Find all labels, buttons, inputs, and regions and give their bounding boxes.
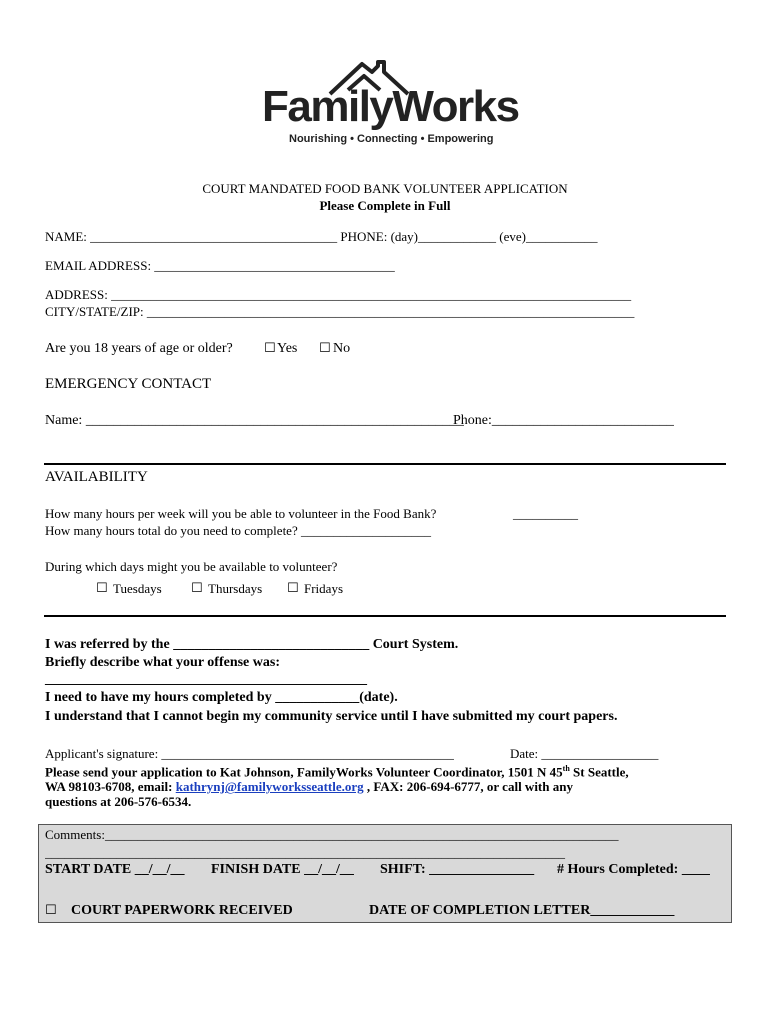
emergency-phone-field[interactable]: Phone:__________________________	[453, 413, 674, 428]
brand-tagline: Nourishing • Connecting • Empowering	[289, 133, 494, 145]
emergency-heading: EMERGENCY CONTACT	[45, 376, 212, 392]
offense-question: Briefly describe what your offense was:	[45, 655, 280, 670]
send-line-1: Please send your application to Kat Johnson, FamilyWorks Volunteer Coordinator, 1501 N 45th St Seattle,	[45, 764, 629, 780]
signature-date-field[interactable]: Date: __________________	[510, 746, 659, 761]
form-title: COURT MANDATED FOOD BANK VOLUNTEER APPLICATION	[202, 181, 568, 196]
tuesdays-checkbox-icon[interactable]: ☐	[96, 581, 108, 596]
tuesdays-label: Tuesdays	[113, 581, 162, 596]
form-subtitle: Please Complete in Full	[319, 198, 451, 213]
availability-heading: AVAILABILITY	[45, 469, 148, 485]
fridays-label: Fridays	[304, 581, 343, 596]
start-date-field[interactable]: START DATE __/__/__	[45, 862, 185, 877]
yes-checkbox-icon[interactable]: ☐	[264, 341, 276, 356]
referral-suffix: Court System.	[372, 637, 459, 652]
logo	[262, 58, 519, 150]
court-name-field[interactable]: ____________________________	[173, 637, 370, 652]
brand-name: FamilyWorks	[262, 82, 519, 131]
court-papers-notice: I understand that I cannot begin my community service until I have submitted my court papers.	[45, 709, 618, 724]
referral-prefix: I was referred by the	[45, 637, 170, 652]
hours-total-field[interactable]: How many hours total do you need to complete? ____________________	[45, 523, 431, 538]
thursdays-label: Thursdays	[208, 581, 263, 596]
paperwork-checkbox-icon[interactable]: ☐	[45, 903, 57, 918]
section-divider	[44, 463, 726, 465]
email-field[interactable]: EMAIL ADDRESS: _____________________________________	[45, 258, 395, 273]
address-field[interactable]: ADDRESS: ________________________________________________________________________________	[45, 287, 632, 302]
hours-per-week-field[interactable]: __________	[513, 506, 578, 521]
completion-date-field[interactable]: I need to have my hours completed by ____________(date).	[45, 690, 398, 705]
offense-field[interactable]: ______________________________________________	[45, 672, 367, 687]
send-line-3: questions at 206-576-6534.	[45, 794, 192, 810]
age-question: Are you 18 years of age or older?	[45, 341, 233, 356]
completion-letter-label: DATE OF COMPLETION LETTER	[369, 903, 591, 918]
no-label: No	[333, 341, 351, 356]
shift-field[interactable]: SHIFT: _______________	[380, 862, 535, 877]
referral-line	[45, 637, 458, 653]
thursdays-checkbox-icon[interactable]: ☐	[191, 581, 203, 596]
signature-field[interactable]: Applicant's signature: _____________________________________________	[45, 746, 454, 761]
hours-completed-field[interactable]: # Hours Completed: ____	[557, 862, 710, 877]
comments-field-line-2[interactable]: ________________________________________________________________________________	[45, 845, 565, 860]
completion-letter-field[interactable]	[369, 903, 674, 919]
section-divider	[44, 615, 726, 617]
send-instructions	[45, 761, 735, 809]
days-question: During which days might you be available to volunteer?	[45, 559, 338, 574]
name-phone-field[interactable]: NAME: ______________________________________ PHONE: (day)____________ (eve)___________	[45, 229, 598, 244]
hours-per-week-question: How many hours per week will you be able to volunteer in the Food Bank?	[45, 506, 437, 521]
emergency-name-field[interactable]: Name: ______________________________________________________	[45, 413, 464, 428]
fridays-checkbox-icon[interactable]: ☐	[287, 581, 299, 596]
send-line-2: WA 98103-6708, email: kathrynj@familyworksseattle.org , FAX: 206-694-6777, or call with any	[45, 779, 573, 795]
no-checkbox-icon[interactable]: ☐	[319, 341, 331, 356]
yes-label: Yes	[277, 341, 298, 356]
finish-date-field[interactable]: FINISH DATE __/__/__	[211, 862, 354, 877]
comments-field[interactable]: Comments:_______________________________________________________________________________	[45, 827, 619, 842]
paperwork-label: COURT PAPERWORK RECEIVED	[71, 903, 293, 918]
email-link[interactable]: kathrynj@familyworksseattle.org	[175, 779, 364, 795]
city-state-zip-field[interactable]: CITY/STATE/ZIP: ___________________________________________________________________________	[45, 304, 635, 319]
completion-letter-blank[interactable]: ____________	[590, 903, 675, 918]
